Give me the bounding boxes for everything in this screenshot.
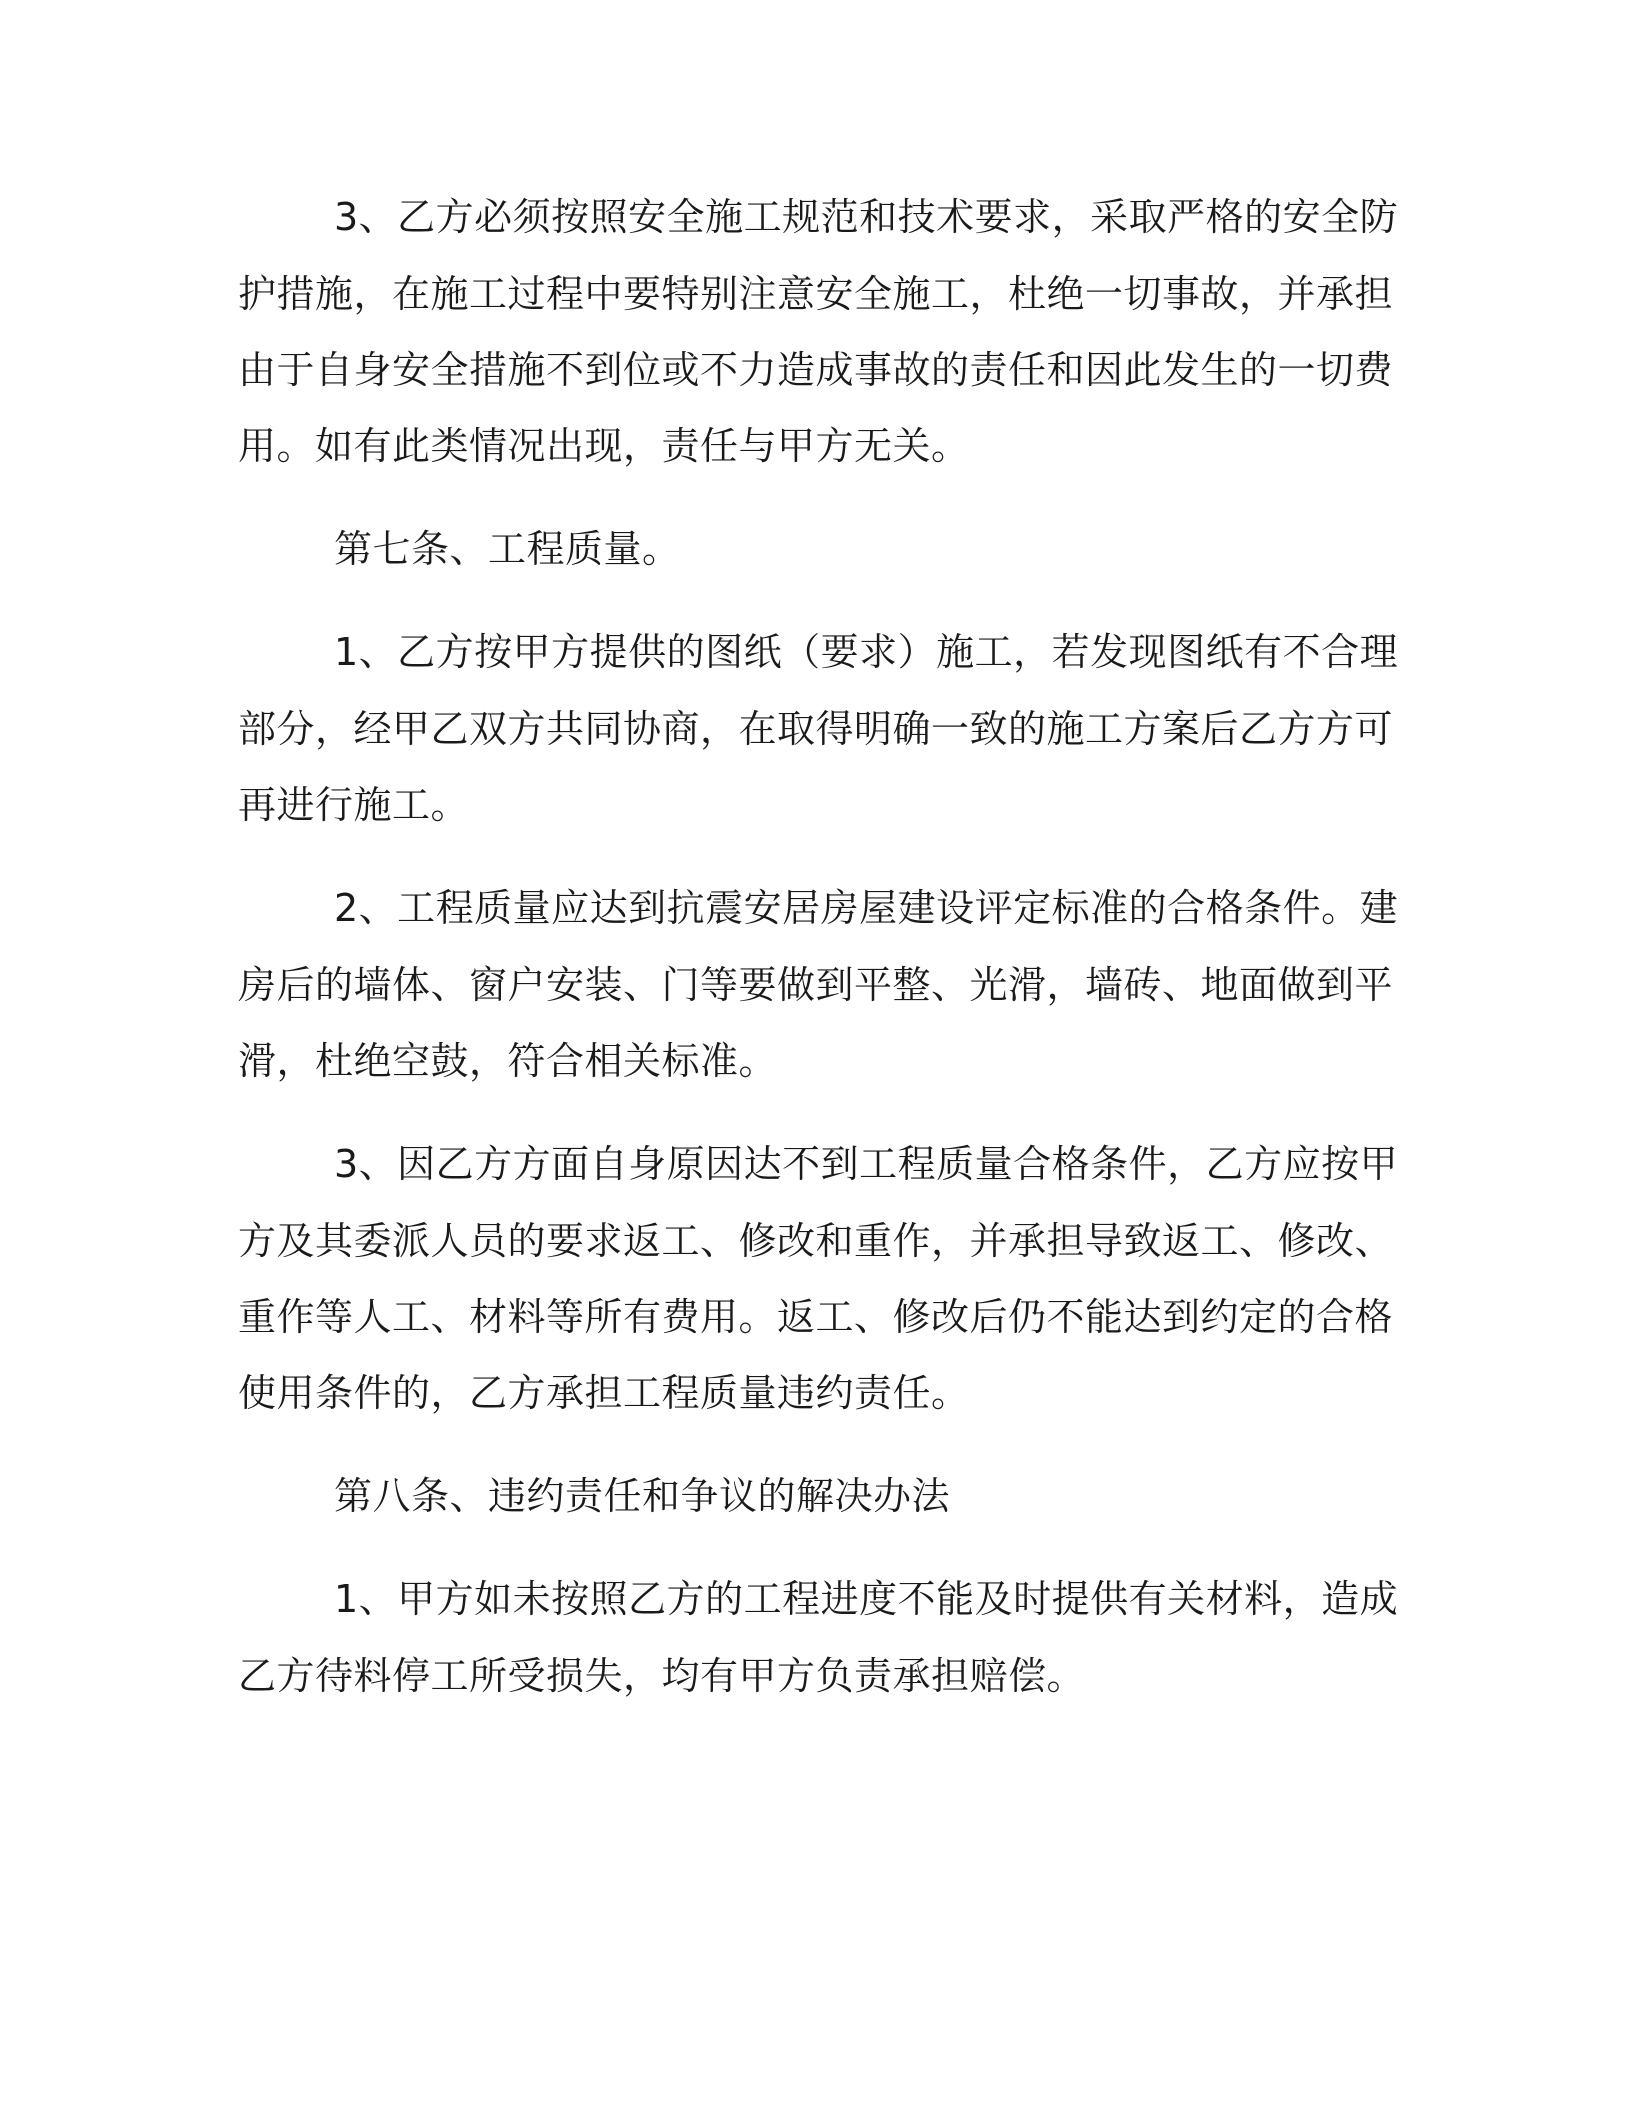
- section-heading: 第七条、工程质量。: [334, 527, 681, 571]
- paragraph-line: 3、乙方必须按照安全施工规范和技术要求，采取严格的安全防: [334, 195, 1399, 239]
- paragraph-line: 1、乙方按甲方提供的图纸（要求）施工，若发现图纸有不合理: [334, 630, 1399, 674]
- section-heading: 第八条、违约责任和争议的解决办法: [334, 1474, 951, 1518]
- paragraph-line: 部分，经甲乙双方共同协商，在取得明确一致的施工方案后乙方方可: [238, 707, 1394, 751]
- paragraph-line: 由于自身安全措施不到位或不力造成事故的责任和因此发生的一切费: [238, 348, 1394, 392]
- paragraph-line: 使用条件的，乙方承担工程质量违约责任。: [238, 1371, 970, 1415]
- paragraph-line: 重作等人工、材料等所有费用。返工、修改后仍不能达到约定的合格: [238, 1295, 1394, 1339]
- paragraph-line: 滑，杜绝空鼓，符合相关标准。: [238, 1039, 778, 1083]
- paragraph-line: 1、甲方如未按照乙方的工程进度不能及时提供有关材料，造成: [334, 1577, 1399, 1621]
- paragraph-line: 3、因乙方方面自身原因达不到工程质量合格条件，乙方应按甲: [334, 1142, 1399, 1186]
- paragraph-line: 乙方待料停工所受损失，均有甲方负责承担赔偿。: [238, 1654, 1086, 1698]
- paragraph-line: 房后的墙体、窗户安装、门等要做到平整、光滑，墙砖、地面做到平: [238, 963, 1394, 1007]
- paragraph-line: 再进行施工。: [238, 783, 470, 827]
- paragraph-line: 方及其委派人员的要求返工、修改和重作，并承担导致返工、修改、: [238, 1219, 1394, 1263]
- paragraph-line: 护措施，在施工过程中要特别注意安全施工，杜绝一切事故，并承担: [238, 272, 1394, 316]
- paragraph-line: 用。如有此类情况出现，责任与甲方无关。: [238, 424, 970, 468]
- paragraph-line: 2、工程质量应达到抗震安居房屋建设评定标准的合格条件。建: [334, 886, 1399, 930]
